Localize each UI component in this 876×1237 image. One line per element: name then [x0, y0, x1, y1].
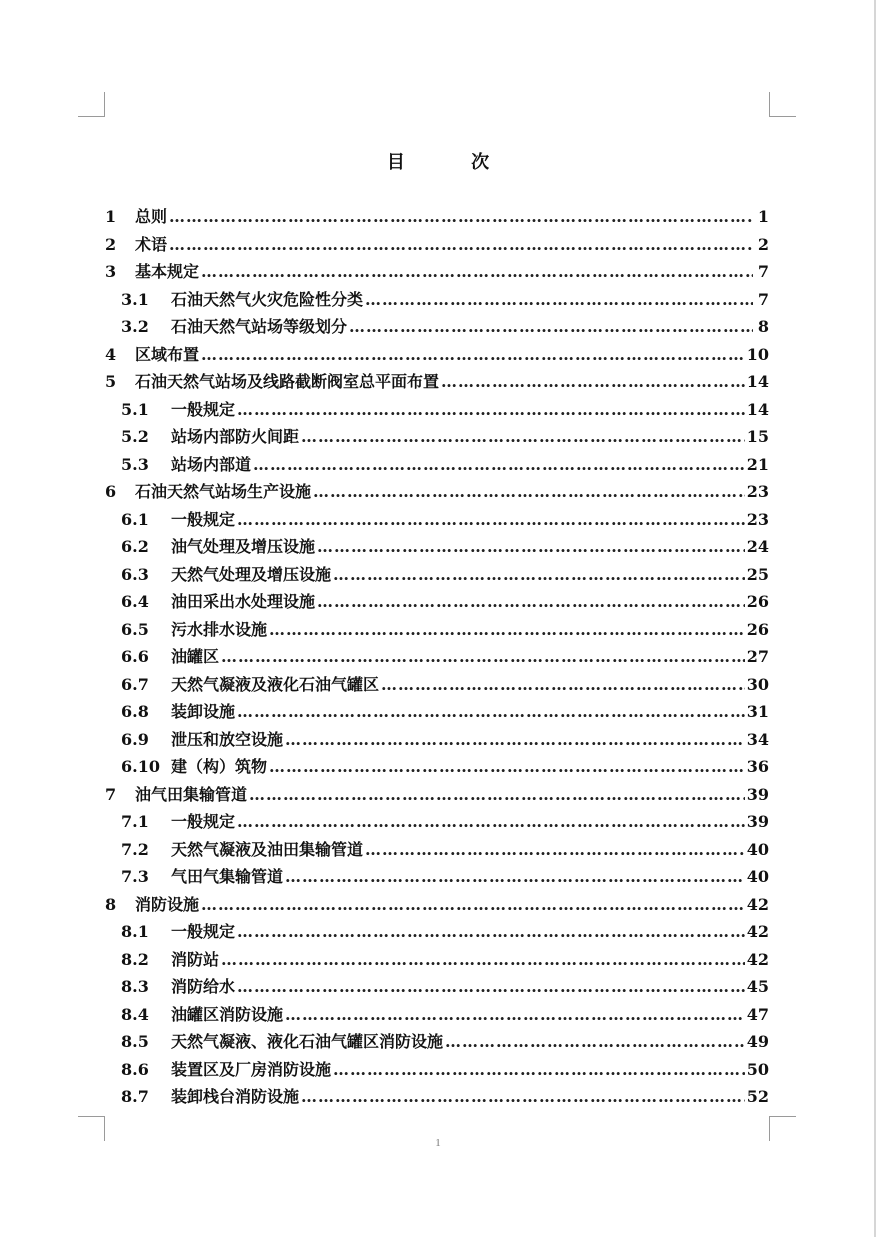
toc-entry[interactable]	[105, 947, 769, 975]
toc-entry[interactable]	[105, 507, 769, 535]
toc-entry[interactable]	[105, 1057, 769, 1085]
toc-entry-page: 34	[746, 729, 769, 749]
toc-entry-title: 一般规定	[171, 922, 236, 941]
toc-entry-number: 6.3	[121, 564, 149, 584]
toc-entry-title: 装卸设施	[171, 702, 236, 721]
toc-entry-number: 5.1	[121, 399, 149, 419]
toc-entry-page: 49	[746, 1032, 769, 1051]
toc-entry-number: 3.1	[121, 289, 149, 309]
page-number: 1	[435, 1137, 441, 1149]
toc-leader-dots	[445, 1032, 745, 1051]
toc-leader-dots	[333, 1060, 745, 1079]
toc-entry-number: 6.8	[121, 702, 149, 721]
toc-entry[interactable]	[105, 864, 769, 892]
toc-leader-dots	[333, 565, 745, 584]
toc-entry-title: 油气处理及增压设施	[171, 537, 316, 556]
toc-entry-number: 8.7	[121, 1087, 149, 1106]
toc-entry-title: 石油天然气火灾危险性分类	[171, 289, 364, 309]
toc-leader-dots	[221, 647, 745, 666]
toc-entry-number: 3.2	[121, 317, 149, 336]
toc-entry[interactable]	[105, 644, 769, 672]
toc-entry-title: 站场内部防火间距	[171, 427, 300, 446]
toc-leader-dots	[381, 675, 745, 694]
crop-mark-top-right	[769, 92, 796, 117]
toc-leader-dots	[237, 510, 745, 529]
toc-entry-number: 6.6	[121, 647, 149, 666]
toc-leader-dots	[169, 207, 753, 226]
toc-leader-dots	[237, 400, 745, 419]
toc-entry-number: 6.10	[121, 757, 160, 776]
toc-entry-number: 8.5	[121, 1032, 149, 1051]
toc-entry-title: 油气田集输管道	[135, 784, 248, 804]
toc-entry[interactable]	[105, 672, 769, 700]
toc-leader-dots	[221, 950, 745, 969]
toc-entry-page: 39	[746, 812, 769, 831]
toc-entry-page: 1	[757, 207, 769, 226]
toc-leader-dots	[269, 757, 745, 776]
toc-entry-page: 7	[757, 289, 769, 309]
toc-entry-number: 7.1	[121, 812, 149, 831]
toc-entry[interactable]	[105, 562, 769, 590]
toc-entry-number: 8.6	[121, 1059, 149, 1079]
toc-entry-page: 24	[746, 537, 769, 556]
toc-entry-title: 区域布置	[135, 344, 200, 364]
toc-entry-number: 6.7	[121, 674, 149, 694]
toc-entry-number: 1	[105, 207, 117, 226]
toc-leader-dots	[237, 812, 745, 831]
toc-entry-page: 52	[746, 1087, 769, 1106]
toc-entry-number: 7	[105, 784, 117, 804]
table-of-contents	[105, 204, 769, 1112]
toc-leader-dots	[301, 427, 745, 446]
toc-leader-dots	[317, 537, 745, 556]
toc-entry-number: 6.1	[121, 509, 149, 529]
toc-entry-number: 2	[105, 234, 117, 254]
toc-entry-page: 7	[757, 262, 769, 281]
toc-entry-number: 5.2	[121, 427, 149, 446]
toc-entry-page: 14	[746, 372, 769, 391]
toc-entry[interactable]	[105, 342, 769, 370]
toc-entry-number: 4	[105, 344, 117, 364]
toc-entry-title: 泄压和放空设施	[171, 729, 284, 749]
toc-entry-page: 42	[746, 949, 769, 969]
toc-leader-dots	[269, 620, 745, 639]
toc-entry-page: 36	[746, 757, 769, 776]
toc-entry[interactable]	[105, 452, 769, 480]
toc-entry-page: 26	[746, 592, 769, 611]
toc-entry-page: 10	[746, 344, 769, 364]
toc-entry[interactable]	[105, 892, 769, 920]
toc-entry[interactable]	[105, 1002, 769, 1030]
toc-entry-page: 21	[746, 454, 769, 474]
toc-leader-dots	[313, 482, 745, 501]
toc-entry[interactable]	[105, 617, 769, 645]
toc-entry[interactable]	[105, 699, 769, 727]
toc-entry-title: 天然气处理及增压设施	[171, 564, 332, 584]
toc-entry[interactable]	[105, 782, 769, 810]
toc-entry[interactable]	[105, 1029, 769, 1057]
toc-entry[interactable]	[105, 919, 769, 947]
toc-entry[interactable]	[105, 479, 769, 507]
toc-entry[interactable]	[105, 754, 769, 782]
toc-entry-number: 6.2	[121, 537, 149, 556]
toc-entry-title: 消防给水	[171, 977, 236, 996]
toc-entry-title: 站场内部道	[171, 454, 252, 474]
toc-leader-dots	[365, 840, 745, 859]
toc-entry-title: 一般规定	[171, 399, 236, 419]
toc-entry-title: 气田气集输管道	[171, 867, 284, 886]
toc-entry-title: 污水排水设施	[171, 619, 268, 639]
toc-entry-page: 42	[746, 922, 769, 941]
toc-entry[interactable]	[105, 287, 769, 315]
toc-leader-dots	[201, 262, 753, 281]
toc-leader-dots	[285, 867, 745, 886]
toc-entry-number: 8.3	[121, 977, 149, 996]
toc-entry-title: 建（构）筑物	[171, 757, 268, 776]
toc-leader-dots	[285, 730, 745, 749]
toc-entry-page: 50	[746, 1059, 769, 1079]
toc-leader-dots	[253, 455, 745, 474]
toc-entry-number: 6.5	[121, 619, 149, 639]
toc-entry-title: 消防设施	[135, 894, 200, 914]
toc-entry-page: 8	[757, 317, 769, 336]
toc-entry-title: 石油天然气站场及线路截断阀室总平面布置	[135, 372, 440, 391]
toc-leader-dots	[237, 977, 745, 996]
toc-entry-number: 7.2	[121, 839, 149, 859]
toc-entry-page: 27	[746, 647, 769, 666]
toc-entry[interactable]	[105, 974, 769, 1002]
toc-leader-dots	[201, 345, 745, 364]
toc-entry[interactable]	[105, 259, 769, 287]
toc-entry-page: 42	[746, 894, 769, 914]
toc-entry-title: 一般规定	[171, 509, 236, 529]
toc-entry-page: 25	[746, 564, 769, 584]
toc-entry-page: 23	[746, 482, 769, 501]
toc-entry-page: 15	[746, 427, 769, 446]
toc-leader-dots	[237, 922, 745, 941]
toc-leader-dots	[317, 592, 745, 611]
toc-entry[interactable]	[105, 424, 769, 452]
toc-entry-title: 油罐区消防设施	[171, 1004, 284, 1024]
toc-entry[interactable]	[105, 837, 769, 865]
crop-mark-top-left	[78, 92, 105, 117]
toc-entry-page: 30	[746, 674, 769, 694]
toc-entry[interactable]	[105, 397, 769, 425]
toc-entry-page: 40	[746, 839, 769, 859]
toc-leader-dots	[349, 317, 753, 336]
toc-entry[interactable]	[105, 589, 769, 617]
toc-entry-title: 天然气凝液及液化石油气罐区	[171, 674, 380, 694]
toc-entry-page: 40	[746, 867, 769, 886]
toc-entry-page: 45	[746, 977, 769, 996]
toc-entry-number: 6	[105, 482, 117, 501]
toc-entry-title: 一般规定	[171, 812, 236, 831]
toc-entry-number: 5	[105, 372, 117, 391]
toc-entry-title: 装卸栈台消防设施	[171, 1087, 300, 1106]
toc-entry[interactable]	[105, 1084, 769, 1112]
toc-entry-title: 油罐区	[171, 647, 220, 666]
toc-entry-page: 26	[746, 619, 769, 639]
toc-entry[interactable]	[105, 314, 769, 342]
toc-entry[interactable]	[105, 727, 769, 755]
toc-entry[interactable]	[105, 204, 769, 232]
toc-entry-number: 8.4	[121, 1004, 149, 1024]
toc-entry-title: 消防站	[171, 949, 220, 969]
toc-entry[interactable]	[105, 232, 769, 260]
toc-entry[interactable]	[105, 369, 769, 397]
toc-entry-number: 8.2	[121, 949, 149, 969]
toc-entry-number: 6.9	[121, 729, 149, 749]
toc-entry-page: 2	[757, 234, 769, 254]
toc-entry-page: 23	[746, 509, 769, 529]
toc-leader-dots	[441, 372, 745, 391]
toc-leader-dots	[365, 290, 753, 309]
toc-entry-title: 石油天然气站场生产设施	[135, 482, 312, 501]
toc-entry[interactable]	[105, 534, 769, 562]
toc-entry-number: 7.3	[121, 867, 149, 886]
toc-entry-title: 术语	[135, 234, 168, 254]
toc-entry-page: 31	[746, 702, 769, 721]
toc-entry[interactable]	[105, 809, 769, 837]
toc-entry-number: 3	[105, 262, 117, 281]
toc-entry-number: 8.1	[121, 922, 149, 941]
toc-entry-page: 39	[746, 784, 769, 804]
toc-entry-title: 石油天然气站场等级划分	[171, 317, 348, 336]
toc-leader-dots	[301, 1087, 745, 1106]
toc-entry-number: 5.3	[121, 454, 149, 474]
toc-leader-dots	[249, 785, 745, 804]
toc-entry-title: 装置区及厂房消防设施	[171, 1059, 332, 1079]
toc-leader-dots	[237, 702, 745, 721]
toc-entry-number: 8	[105, 894, 117, 914]
toc-entry-number: 6.4	[121, 592, 149, 611]
toc-leader-dots	[169, 235, 753, 254]
toc-entry-page: 14	[746, 399, 769, 419]
toc-leader-dots	[285, 1005, 745, 1024]
toc-entry-title: 基本规定	[135, 262, 200, 281]
toc-entry-title: 总则	[135, 207, 168, 226]
toc-leader-dots	[201, 895, 745, 914]
toc-entry-title: 天然气凝液、液化石油气罐区消防设施	[171, 1032, 444, 1051]
toc-title: 目 次	[386, 152, 520, 173]
toc-entry-title: 天然气凝液及油田集输管道	[171, 839, 364, 859]
toc-entry-title: 油田采出水处理设施	[171, 592, 316, 611]
toc-entry-page: 47	[746, 1004, 769, 1024]
